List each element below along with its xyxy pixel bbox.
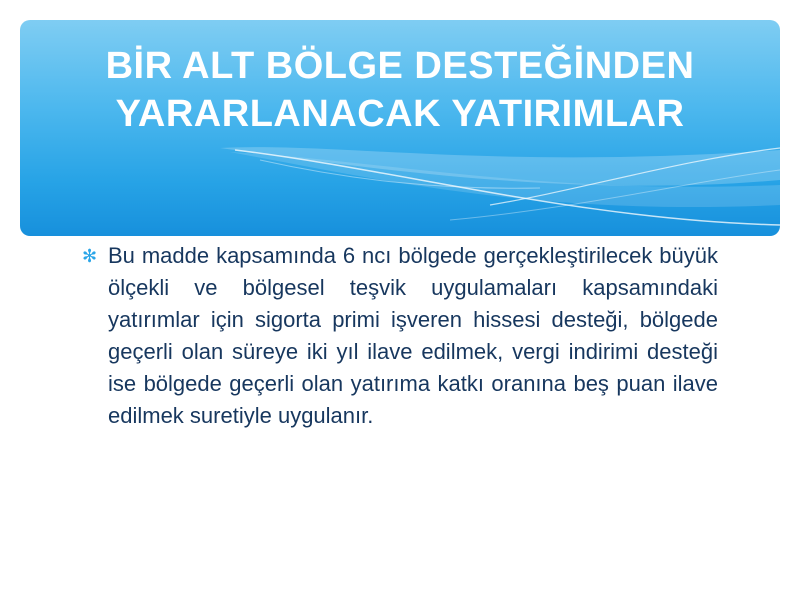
slide-body bbox=[82, 240, 718, 432]
title-banner bbox=[20, 20, 780, 236]
bullet-item bbox=[82, 240, 718, 432]
title-line-2: YARARLANACAK YATIRIMLAR bbox=[115, 93, 685, 135]
title-line-1: BİR ALT BÖLGE DESTEĞİNDEN bbox=[105, 45, 695, 87]
slide-title bbox=[20, 42, 780, 138]
bullet-text: Bu madde kapsamında 6 ncı bölgede gerçekleştirilecek büyük ölçekli ve bölgesel teşvik uygulamaları kapsamındaki yatırımlar için sigorta primi işveren hissesi desteği, bölgede geçerli olan süreye iki yıl ilave edilmek, vergi indirimi desteği ise bölgede geçerli olan yatırıma katkı oranına beş puan ilave edilmek suretiyle uygulanır. bbox=[108, 243, 718, 428]
bullet-star-icon: ✻ bbox=[82, 246, 98, 266]
